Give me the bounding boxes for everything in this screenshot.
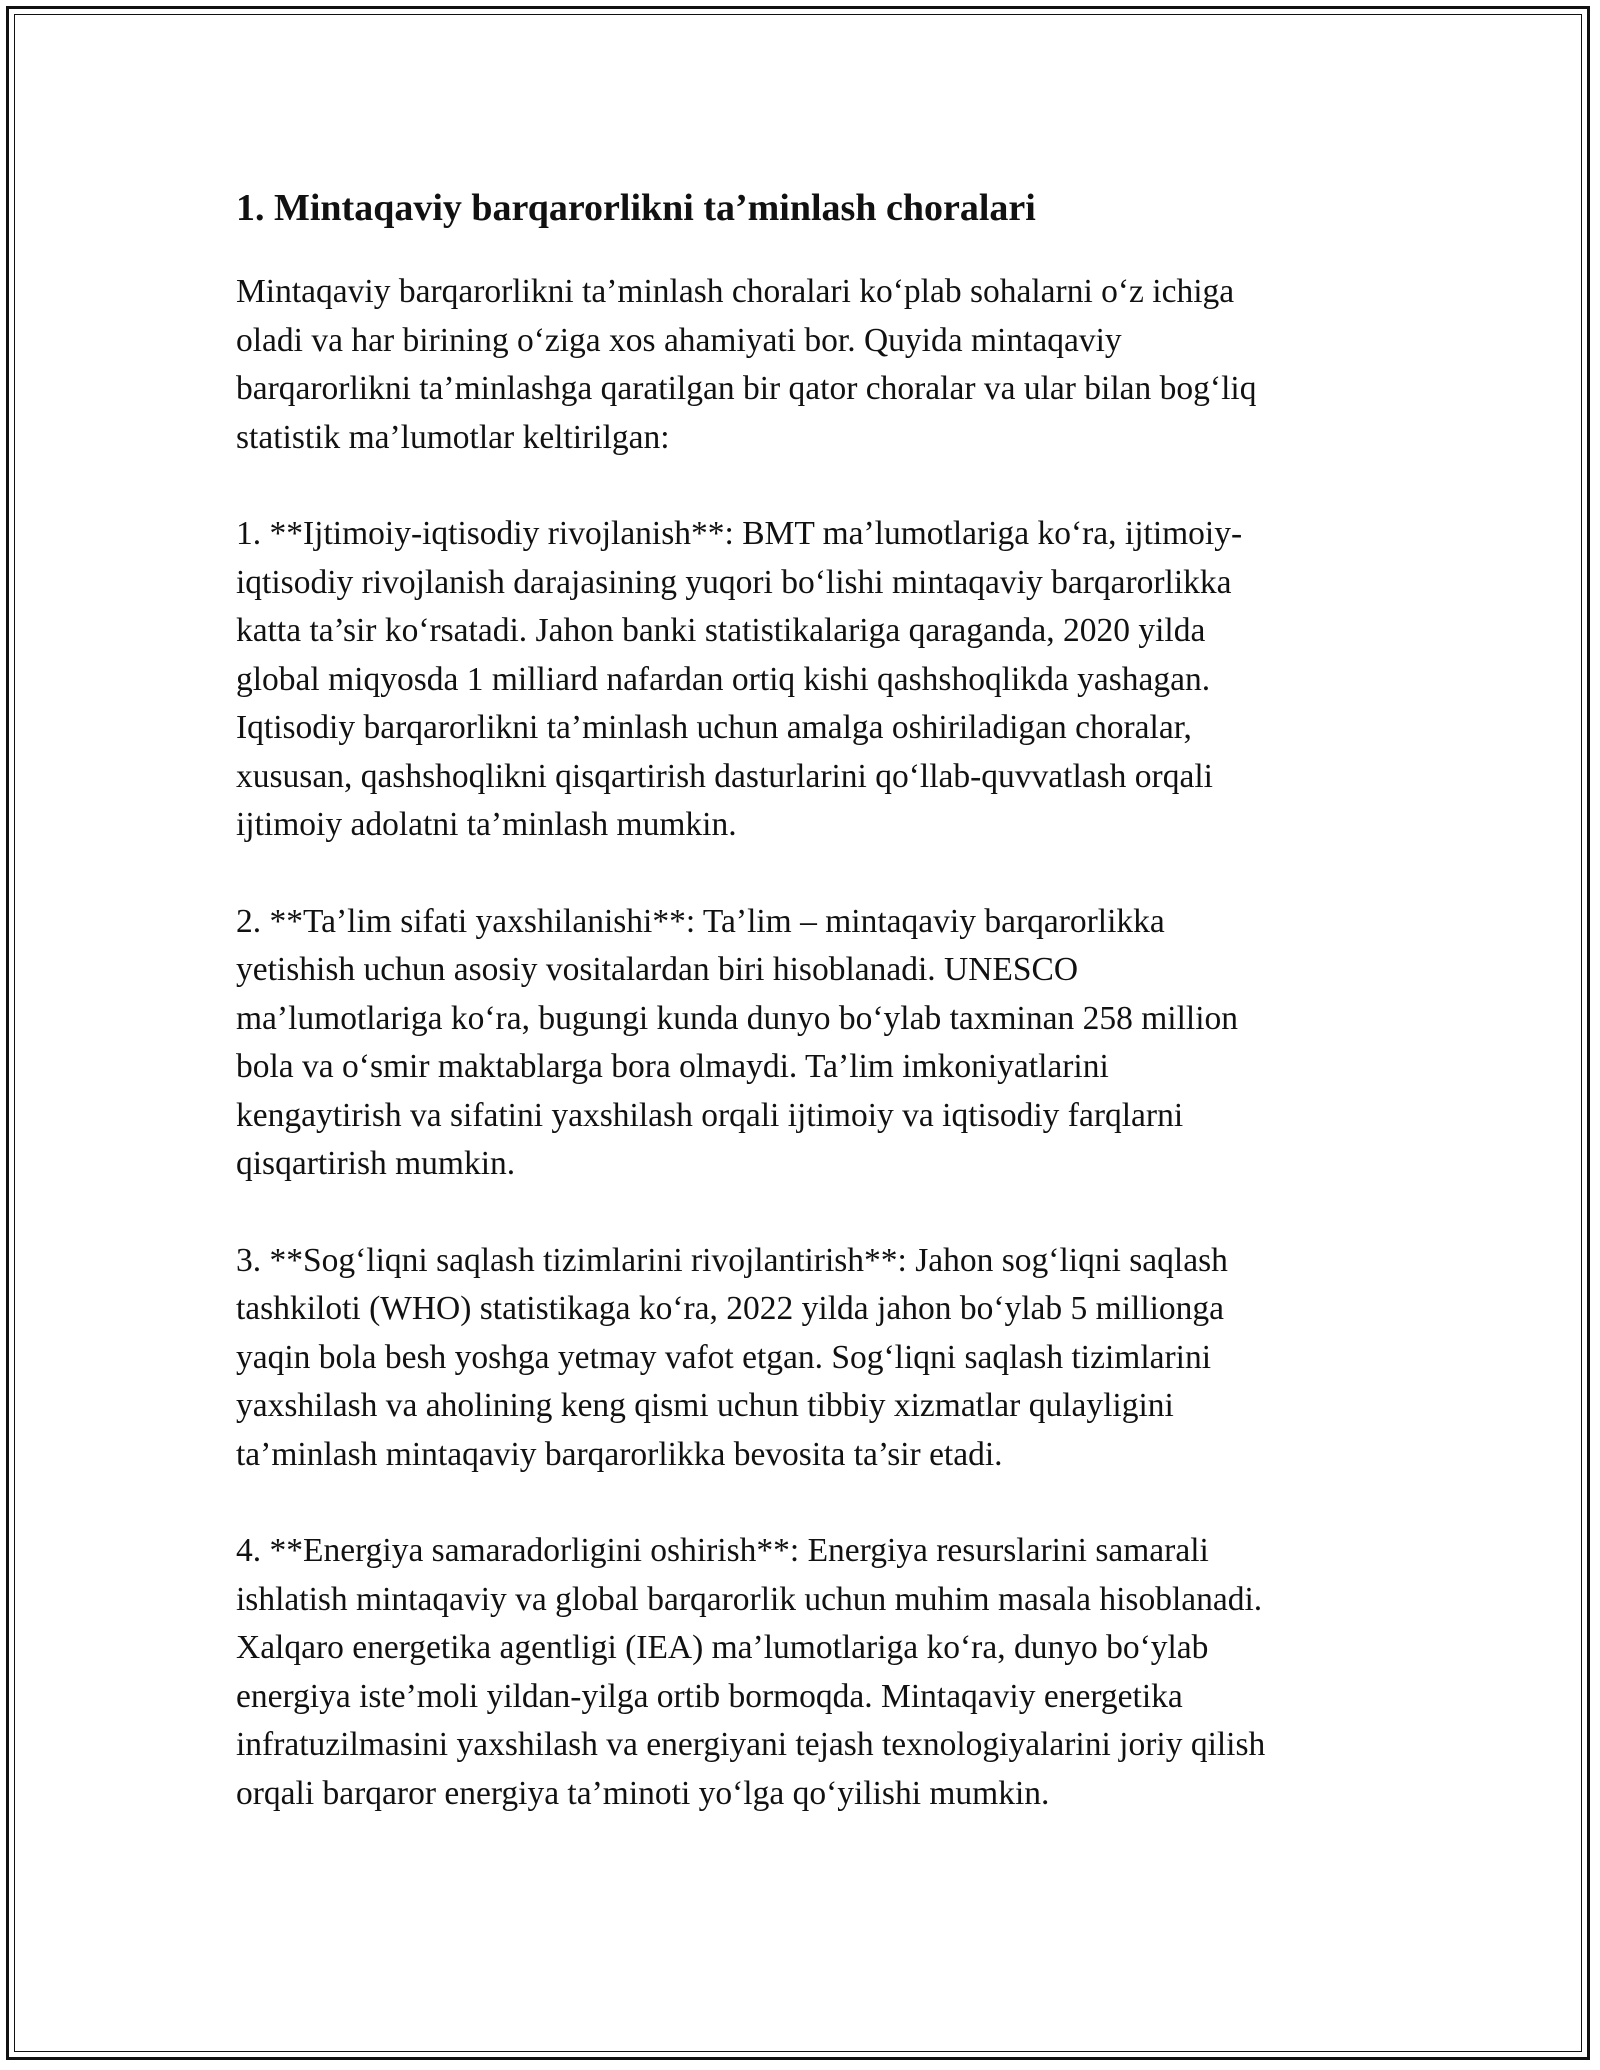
text-line: tashkiloti (WHO) statistikaga ko‘ra, 2022 yilda jahon bo‘ylab 5 millionga: [236, 1290, 1225, 1327]
text-line: statistik ma’lumotlar keltirilgan:: [236, 418, 670, 456]
text-line: xususan, qashshoqlikni qisqartirish dasturlarini qo‘llab-quvvatlash orqali: [236, 757, 1213, 795]
text-line: bola va o‘smir maktablarga bora olmaydi. Ta’lim imkoniyatlarini: [236, 1048, 1109, 1085]
text-line: ishlatish mintaqaviy va global barqarorlik uchun muhim masala hisoblanadi.: [236, 1580, 1263, 1618]
text-line: 4. **Energiya samaradorligini oshirish**: Energiya resurslarini samarali: [236, 1532, 1209, 1569]
paragraph-healthcare: [236, 1237, 1376, 1480]
text-line: infratuzilmasini yaxshilash va energiyani tejash texnologiyalarini joriy qilish: [236, 1726, 1266, 1763]
text-line: ma’lumotlariga ko‘ra, bugungi kunda dunyo bo‘ylab taxminan 258 million: [236, 999, 1239, 1037]
paragraph-socioeconomic: [236, 510, 1376, 850]
text-line: 3. **Sog‘liqni saqlash tizimlarini rivojlantirish**: Jahon sog‘liqni saqlash: [236, 1241, 1228, 1279]
text-line: katta ta’sir ko‘rsatadi. Jahon banki statistikalariga qaraganda, 2020 yilda: [236, 612, 1206, 649]
document-body: [236, 184, 1376, 1818]
text-line: oladi va har birining o‘ziga xos ahamiyati bor. Quyida mintaqaviy: [236, 321, 1122, 359]
text-line: Iqtisodiy barqarorlikni ta’minlash uchun amalga oshiriladigan choralar,: [236, 709, 1192, 746]
text-line: qisqartirish mumkin.: [236, 1145, 516, 1182]
section-heading: 1. Mintaqaviy barqarorlikni ta’minlash choralari: [236, 187, 1036, 229]
text-line: yaqin bola besh yoshga yetmay vafot etgan. Sog‘liqni saqlash tizimlarini: [236, 1338, 1212, 1376]
text-line: iqtisodiy rivojlanish darajasining yuqori bo‘lishi mintaqaviy barqarorlikka: [236, 563, 1232, 601]
text-line: 1. **Ijtimoiy-iqtisodiy rivojlanish**: BMT ma’lumotlariga ko‘ra, ijtimoiy-: [236, 515, 1243, 552]
text-line: ijtimoiy adolatni ta’minlash mumkin.: [236, 806, 737, 843]
text-line: Xalqaro energetika agentligi (IEA) ma’lumotlariga ko‘ra, dunyo bo‘ylab: [236, 1629, 1209, 1666]
text-line: Mintaqaviy barqarorlikni ta’minlash choralari ko‘plab sohalarni o‘z ichiga: [236, 273, 1235, 310]
text-line: ta’minlash mintaqaviy barqarorlikka bevosita ta’sir etadi.: [236, 1435, 1003, 1473]
text-line: kengaytirish va sifatini yaxshilash orqali ijtimoiy va iqtisodiy farqlarni: [236, 1096, 1184, 1134]
text-line: 2. **Ta’lim sifati yaxshilanishi**: Ta’lim – mintaqaviy barqarorlikka: [236, 902, 1165, 940]
paragraph-energy: [236, 1527, 1376, 1818]
text-line: yaxshilash va aholining keng qismi uchun tibbiy xizmatlar qulayligini: [236, 1387, 1174, 1424]
text-line: yetishish uchun asosiy vositalardan biri hisoblanadi. UNESCO: [236, 951, 1079, 988]
intro-paragraph: [236, 268, 1376, 462]
text-line: global miqyosda 1 milliard nafardan ortiq kishi qashshoqlikda yashagan.: [236, 660, 1211, 698]
text-line: orqali barqaror energiya ta’minoti yo‘lga qo‘yilishi mumkin.: [236, 1774, 1050, 1812]
text-line: energiya iste’moli yildan-yilga ortib bormoqda. Mintaqaviy energetika: [236, 1677, 1183, 1715]
paragraph-education: [236, 898, 1376, 1189]
text-line: barqarorlikni ta’minlashga qaratilgan bir qator choralar va ular bilan bog‘liq: [236, 370, 1257, 407]
